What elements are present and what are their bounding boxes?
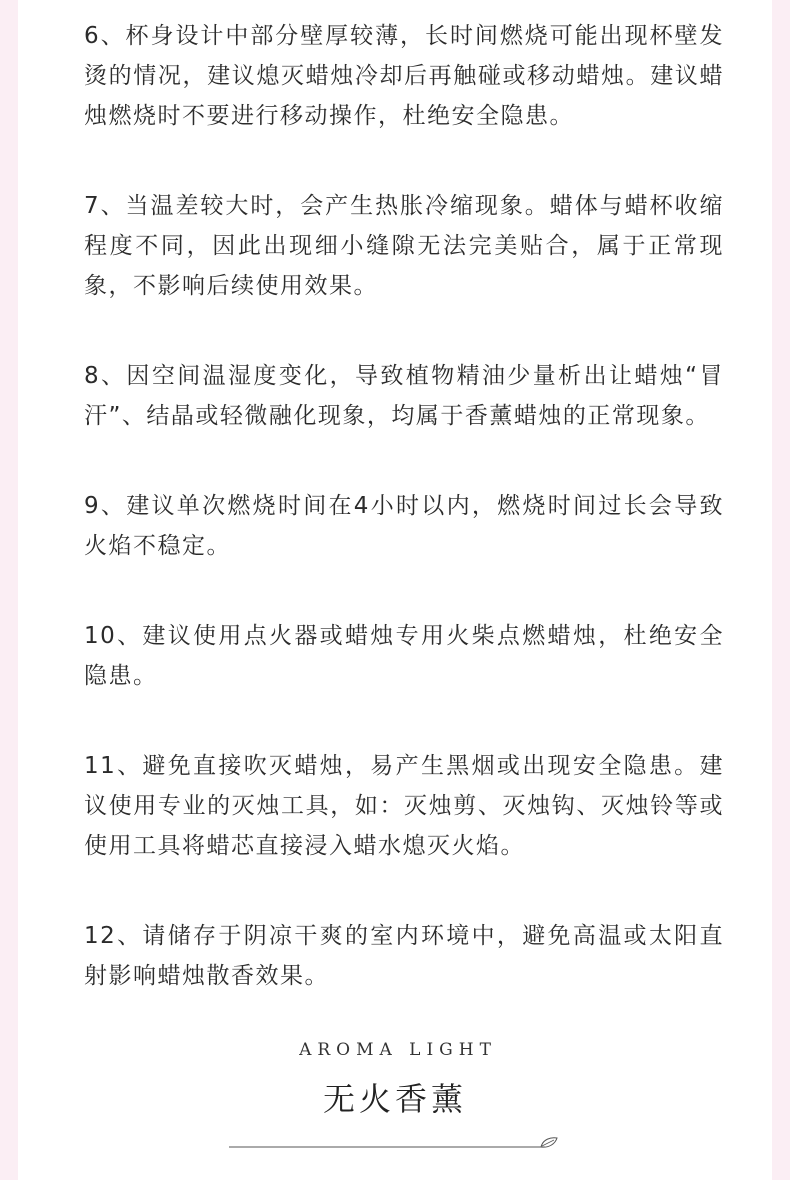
brand-english-name: AROMA LIGHT xyxy=(299,1040,497,1060)
note-6: 6、杯身设计中部分壁厚较薄，长时间燃烧可能出现杯壁发烫的情况，建议熄灭蜡烛冷却后再触碰或移动蜡烛。建议蜡烛燃烧时不要进行移动操作，杜绝安全隐患。 xyxy=(84,23,724,129)
brand-chinese-name: 无火香薰 xyxy=(322,1080,467,1118)
note-9: 9、建议单次燃烧时间在4小时以内，燃烧时间过长会导致火焰不稳定。 xyxy=(84,493,724,559)
note-11: 11、避免直接吹灭蜡烛，易产生黑烟或出现安全隐患。建议使用专业的灭烛工具，如：灭烛剪、灭烛钩、灭烛铃等或使用工具将蜡芯直接浸入蜡水熄灭火焰。 xyxy=(84,753,724,859)
leaf-divider-icon xyxy=(229,1136,559,1150)
usage-notes xyxy=(84,16,724,1046)
note-10: 10、建议使用点火器或蜡烛专用火柴点燃蜡烛，杜绝安全隐患。 xyxy=(84,623,724,689)
note-7: 7、当温差较大时，会产生热胀冷缩现象。蜡体与蜡杯收缩程度不同，因此出现细小缝隙无法完美贴合，属于正常现象，不影响后续使用效果。 xyxy=(84,193,724,299)
content-page xyxy=(18,0,772,1180)
brand-footer xyxy=(18,1040,772,1120)
note-12: 12、请储存于阴凉干爽的室内环境中，避免高温或太阳直射影响蜡烛散香效果。 xyxy=(84,923,724,989)
note-8: 8、因空间温湿度变化，导致植物精油少量析出让蜡烛“冒汗”、结晶或轻微融化现象，均属于香薰蜡烛的正常现象。 xyxy=(84,363,724,429)
